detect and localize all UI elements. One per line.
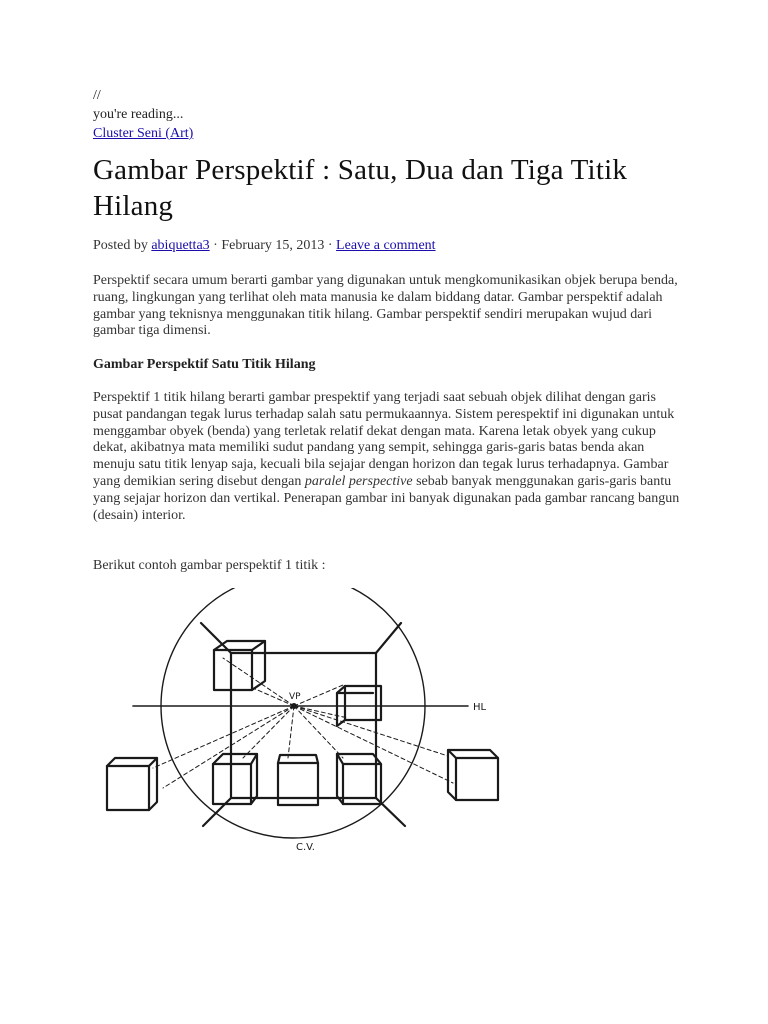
cube-bottom-left — [213, 754, 257, 804]
post-date: February 15, 2013 — [221, 238, 325, 253]
reading-label: you're reading... — [93, 107, 184, 122]
posted-by-label: Posted by — [93, 238, 148, 253]
one-point-perspective-drawing — [93, 588, 533, 858]
meta-separator: · — [213, 238, 218, 253]
post-title: Gambar Perspektif : Satu, Dua dan Tiga Titik Hilang — [93, 154, 628, 222]
cube-outer-right — [448, 750, 498, 800]
body-text-1: Perspektif 1 titik hilang berarti gambar prespektif yang terjadi saat sebuah objek dilihat dengan garis pusat pandangan tegak lurus terhadap salah satu permukaannya. Sistem perespektif ini digunakan untuk menggambar obyek (benda) yang terletak relatif dekat dengan mata. Karena letak obyek yang cukup dekat, akibatnya mata memiliki sudut pandang yang sempit, sehingga garis-garis batas benda akan menuju satu titik lenyap saja, kecuali bila sejajar dengan horizon dan tegak lurus terhadapnya. Gambar yang demikian sering disebut dengan — [93, 390, 675, 489]
cube-bottom-right — [337, 754, 381, 804]
vp-label: VP — [289, 692, 301, 702]
cube-top-left — [214, 641, 265, 690]
cv-label: C.V. — [296, 842, 315, 853]
reading-context — [93, 86, 193, 143]
post-meta — [93, 238, 436, 254]
body-paragraph — [93, 390, 683, 524]
intro-paragraph: Perspektif secara umum berarti gambar yang digunakan untuk mengkomunikasikan objek berupa benda, ruang, lingkungan yang terlihat oleh mata manusia ke dalam biddang datar. Gambar perspektif adalah gambar yang teknisnya menggunakan titik hilang. Gambar perspektif sendiri merupakan wujud dari gambar tiga dimensi. — [93, 273, 678, 339]
hl-label: HL — [473, 702, 487, 713]
author-link[interactable]: abiquetta3 — [151, 238, 210, 253]
perspective-figure — [93, 588, 533, 858]
body-emphasis: paralel perspective — [304, 473, 413, 489]
vanishing-point-dot — [291, 703, 297, 709]
cube-outer-left — [107, 758, 157, 810]
body-text-2: sebab banyak menggunakan garis-garis bantu yang sejajar horizon dan vertikal. Penerapan gambar ini banyak digunakan pada gambar rancang bangun (desain) interior. — [93, 473, 680, 523]
meta-separator: · — [327, 238, 333, 253]
leave-comment-link[interactable]: Leave a comment — [336, 238, 436, 253]
category-link[interactable]: Cluster Seni (Art) — [93, 126, 194, 141]
section-heading: Gambar Perspektif Satu Titik Hilang — [93, 357, 316, 372]
slashes: // — [93, 88, 101, 103]
vanishing-lines — [153, 658, 453, 788]
example-intro: Berikut contoh gambar perspektif 1 titik : — [93, 558, 326, 573]
